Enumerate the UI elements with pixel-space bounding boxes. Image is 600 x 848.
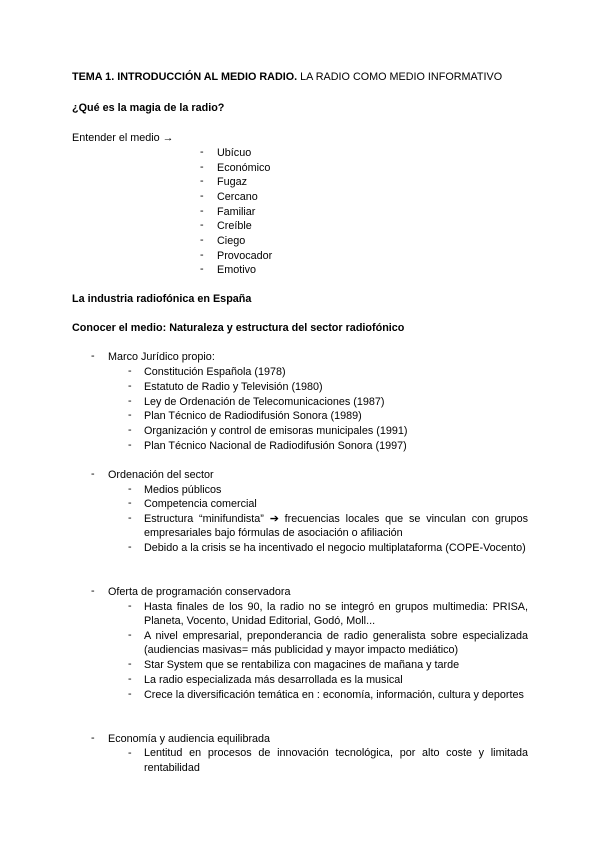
list-item: Emotivo (217, 264, 257, 276)
list-dash: - (128, 512, 132, 524)
list-dash: - (128, 380, 132, 392)
list-item: Lentitud en procesos de innovación tecnológica, por alto coste y limitada rentabilidad (144, 747, 528, 774)
section-label: Economía y audiencia equilibrada (108, 733, 271, 745)
intro-line: Entender el medio → (72, 132, 174, 144)
list-item: Constitución Española (1978) (144, 366, 286, 378)
list-dash: - (200, 219, 204, 231)
list-dash: - (200, 190, 204, 202)
section-label: Marco Jurídico propio: (108, 351, 215, 363)
list-item: Crece la diversificación temática en : economía, información, cultura y deportes (144, 688, 524, 701)
section-label: Oferta de programación conservadora (108, 586, 291, 598)
list-item: Estructura “minifundista” ➔ frecuencias locales que se vinculan con grupos empresariales bajo fórmulas de asociación o afiliación (144, 512, 528, 540)
list-item: Organización y control de emisoras municipales (1991) (144, 425, 408, 437)
title-normal: LA RADIO COMO MEDIO INFORMATIVO (297, 71, 503, 83)
list-dash: - (128, 658, 132, 670)
list-item: Competencia comercial (144, 498, 257, 510)
list-item: Plan Técnico Nacional de Radiodifusión Sonora (1997) (144, 439, 407, 452)
list-item: Medios públicos (144, 483, 222, 496)
section-label: Ordenación del sector (108, 469, 214, 481)
section-dash: - (91, 585, 95, 597)
list-item: Económico (217, 161, 271, 174)
section-dash: - (91, 350, 95, 362)
list-dash: - (128, 629, 132, 641)
list-item: Creíble (217, 220, 252, 232)
list-item: Estatuto de Radio y Televisión (1980) (144, 381, 323, 393)
list-dash: - (200, 204, 204, 217)
list-dash: - (128, 746, 132, 759)
heading-industria: La industria radiofónica en España (72, 293, 252, 305)
list-item: Provocador (217, 249, 273, 262)
list-dash: - (128, 673, 132, 685)
list-dash: - (128, 541, 132, 553)
list-item: Fugaz (217, 176, 248, 188)
list-item: Familiar (217, 205, 256, 218)
list-dash: - (128, 600, 132, 612)
list-item: Ciego (217, 235, 246, 247)
section-dash: - (91, 732, 95, 744)
list-item: Star System que se rentabiliza con magacines de mañana y tarde (144, 659, 460, 671)
list-dash: - (200, 175, 204, 187)
list-dash: - (200, 146, 204, 158)
list-dash: - (200, 234, 204, 246)
list-dash: - (200, 263, 204, 275)
list-dash: - (128, 394, 132, 407)
section-dash: - (91, 468, 95, 480)
list-dash: - (128, 497, 132, 509)
list-item: Ubícuo (217, 147, 252, 159)
subheading-conocer: Conocer el medio: Naturaleza y estructura del sector radiofónico (72, 322, 405, 334)
list-dash: - (128, 409, 132, 421)
list-dash: - (128, 365, 132, 377)
list-item: Plan Técnico de Radiodifusión Sonora (1989) (144, 410, 362, 422)
heading-magia: ¿Qué es la magia de la radio? (72, 102, 225, 114)
list-item: Ley de Ordenación de Telecomunicaciones (1987) (144, 395, 385, 408)
list-item: Hasta finales de los 90, la radio no se integró en grupos multimedia: PRISA, Planeta, Vocento, Unidad Editorial, Godó, Moll... (144, 600, 528, 628)
list-dash: - (200, 160, 204, 173)
list-item: A nivel empresarial, preponderancia de radio generalista sobre especializada (audiencias masivas= más publicidad y mayor impacto mediático) (144, 629, 528, 657)
document-title (72, 70, 502, 84)
title-bold: TEMA 1. INTRODUCCIÓN AL MEDIO RADIO. (72, 71, 298, 83)
list-item: Cercano (217, 191, 258, 203)
list-dash: - (200, 248, 204, 261)
list-item: Debido a la crisis se ha incentivado el negocio multiplataforma (COPE-Vocento) (144, 541, 526, 554)
list-dash: - (128, 424, 132, 436)
list-dash: - (128, 438, 132, 451)
list-dash: - (128, 482, 132, 495)
list-dash: - (128, 688, 132, 700)
list-item: La radio especializada más desarrollada es la musical (144, 674, 403, 686)
